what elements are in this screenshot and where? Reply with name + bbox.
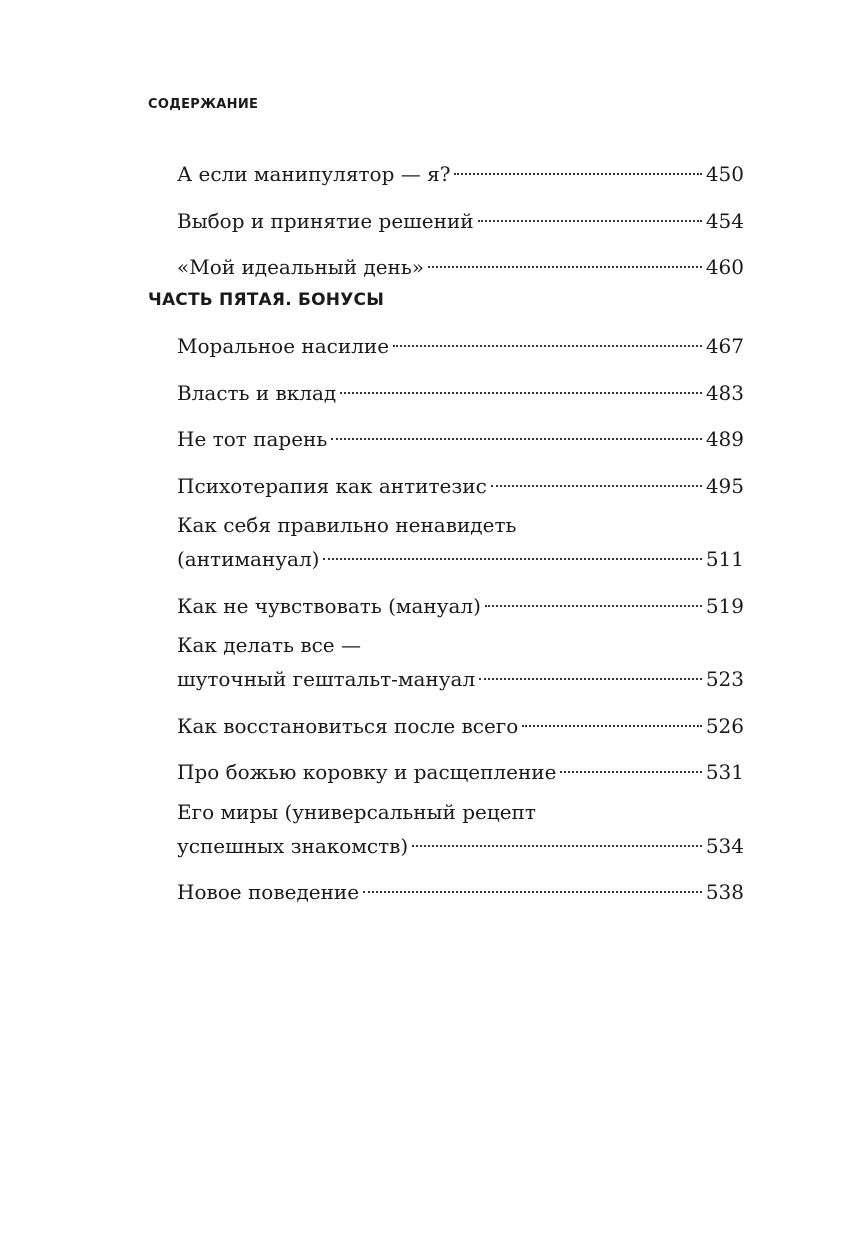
toc-entry-page: 495 [705, 473, 744, 498]
toc-entry-page: 511 [705, 547, 744, 571]
toc-entry[interactable] [177, 512, 744, 573]
toc-entry[interactable] [177, 799, 744, 860]
toc-entry[interactable] [177, 373, 744, 407]
toc-entry-title: Новое поведение [177, 880, 360, 904]
toc-entry-title: Как восстановиться после всего [177, 713, 519, 738]
toc-entry[interactable] [177, 201, 744, 235]
part-heading: ЧАСТЬ ПЯТАЯ. БОНУСЫ [148, 290, 385, 310]
toc-entry-title: (антимануал) [177, 547, 320, 571]
toc-entry[interactable] [177, 752, 744, 786]
dot-leader [412, 826, 702, 853]
toc-entry-page: 538 [705, 880, 744, 904]
toc-entry[interactable] [177, 466, 744, 500]
toc-entry-page: 460 [705, 255, 744, 279]
dot-leader [479, 659, 702, 686]
toc-entry-page: 467 [705, 334, 744, 358]
toc-entry-page: 519 [705, 593, 744, 618]
toc-entry[interactable] [177, 326, 744, 360]
toc-entry[interactable] [177, 706, 744, 740]
toc-entry-title: «Мой идеальный день» [177, 255, 424, 279]
toc-entry[interactable] [177, 586, 744, 620]
toc-entry-page: 489 [705, 427, 744, 451]
toc-entry-title-line1: Его миры (универсальный рецепт [177, 799, 536, 824]
toc-group-continuation [177, 154, 744, 294]
toc-entry-page: 483 [705, 380, 744, 405]
toc-entry[interactable] [177, 632, 744, 693]
toc-entry-page: 523 [705, 667, 744, 691]
toc-entry-title: Выбор и принятие решений [177, 208, 474, 233]
dot-leader [485, 586, 702, 613]
dot-leader [323, 539, 701, 566]
toc-entry[interactable] [177, 154, 744, 188]
toc-entry[interactable] [177, 419, 744, 453]
dot-leader [491, 466, 702, 493]
dot-leader [393, 326, 702, 353]
toc-entry-title: успешных знакомств) [177, 833, 409, 858]
toc-entry-title-line1: Как себя правильно ненавидеть [177, 513, 517, 537]
dot-leader [478, 201, 702, 228]
toc-entry-title: Власть и вклад [177, 380, 337, 405]
dot-leader [454, 154, 701, 181]
toc-entry-title: Психотерапия как антитезис [177, 473, 487, 498]
toc-entry-page: 454 [705, 208, 744, 233]
toc-entry[interactable] [177, 872, 744, 906]
toc-entry-title: А если манипулятор — я? [177, 162, 451, 186]
toc-entry-page: 450 [705, 162, 744, 186]
toc-entry-page: 526 [705, 713, 744, 738]
toc-entry-title: Про божью коровку и расщепление [177, 760, 557, 784]
toc-entry-page: 534 [705, 833, 744, 858]
toc-entry-title: шуточный гештальт-мануал [177, 667, 476, 691]
dot-leader [363, 872, 702, 899]
dot-leader [340, 373, 702, 400]
toc-entry-title: Моральное насилие [177, 334, 390, 358]
toc-entry-title-line1: Как делать все — [177, 633, 362, 657]
dot-leader [428, 247, 702, 274]
running-head: СОДЕРЖАНИЕ [148, 97, 259, 112]
dot-leader [522, 706, 701, 733]
toc-entry-page: 531 [705, 760, 744, 784]
dot-leader [560, 752, 701, 779]
toc-group-part5 [177, 326, 744, 919]
toc-entry-title: Не тот парень [177, 427, 328, 451]
toc-entry-title: Как не чувствовать (мануал) [177, 593, 481, 618]
toc-entry[interactable] [177, 247, 744, 281]
dot-leader [331, 419, 702, 446]
